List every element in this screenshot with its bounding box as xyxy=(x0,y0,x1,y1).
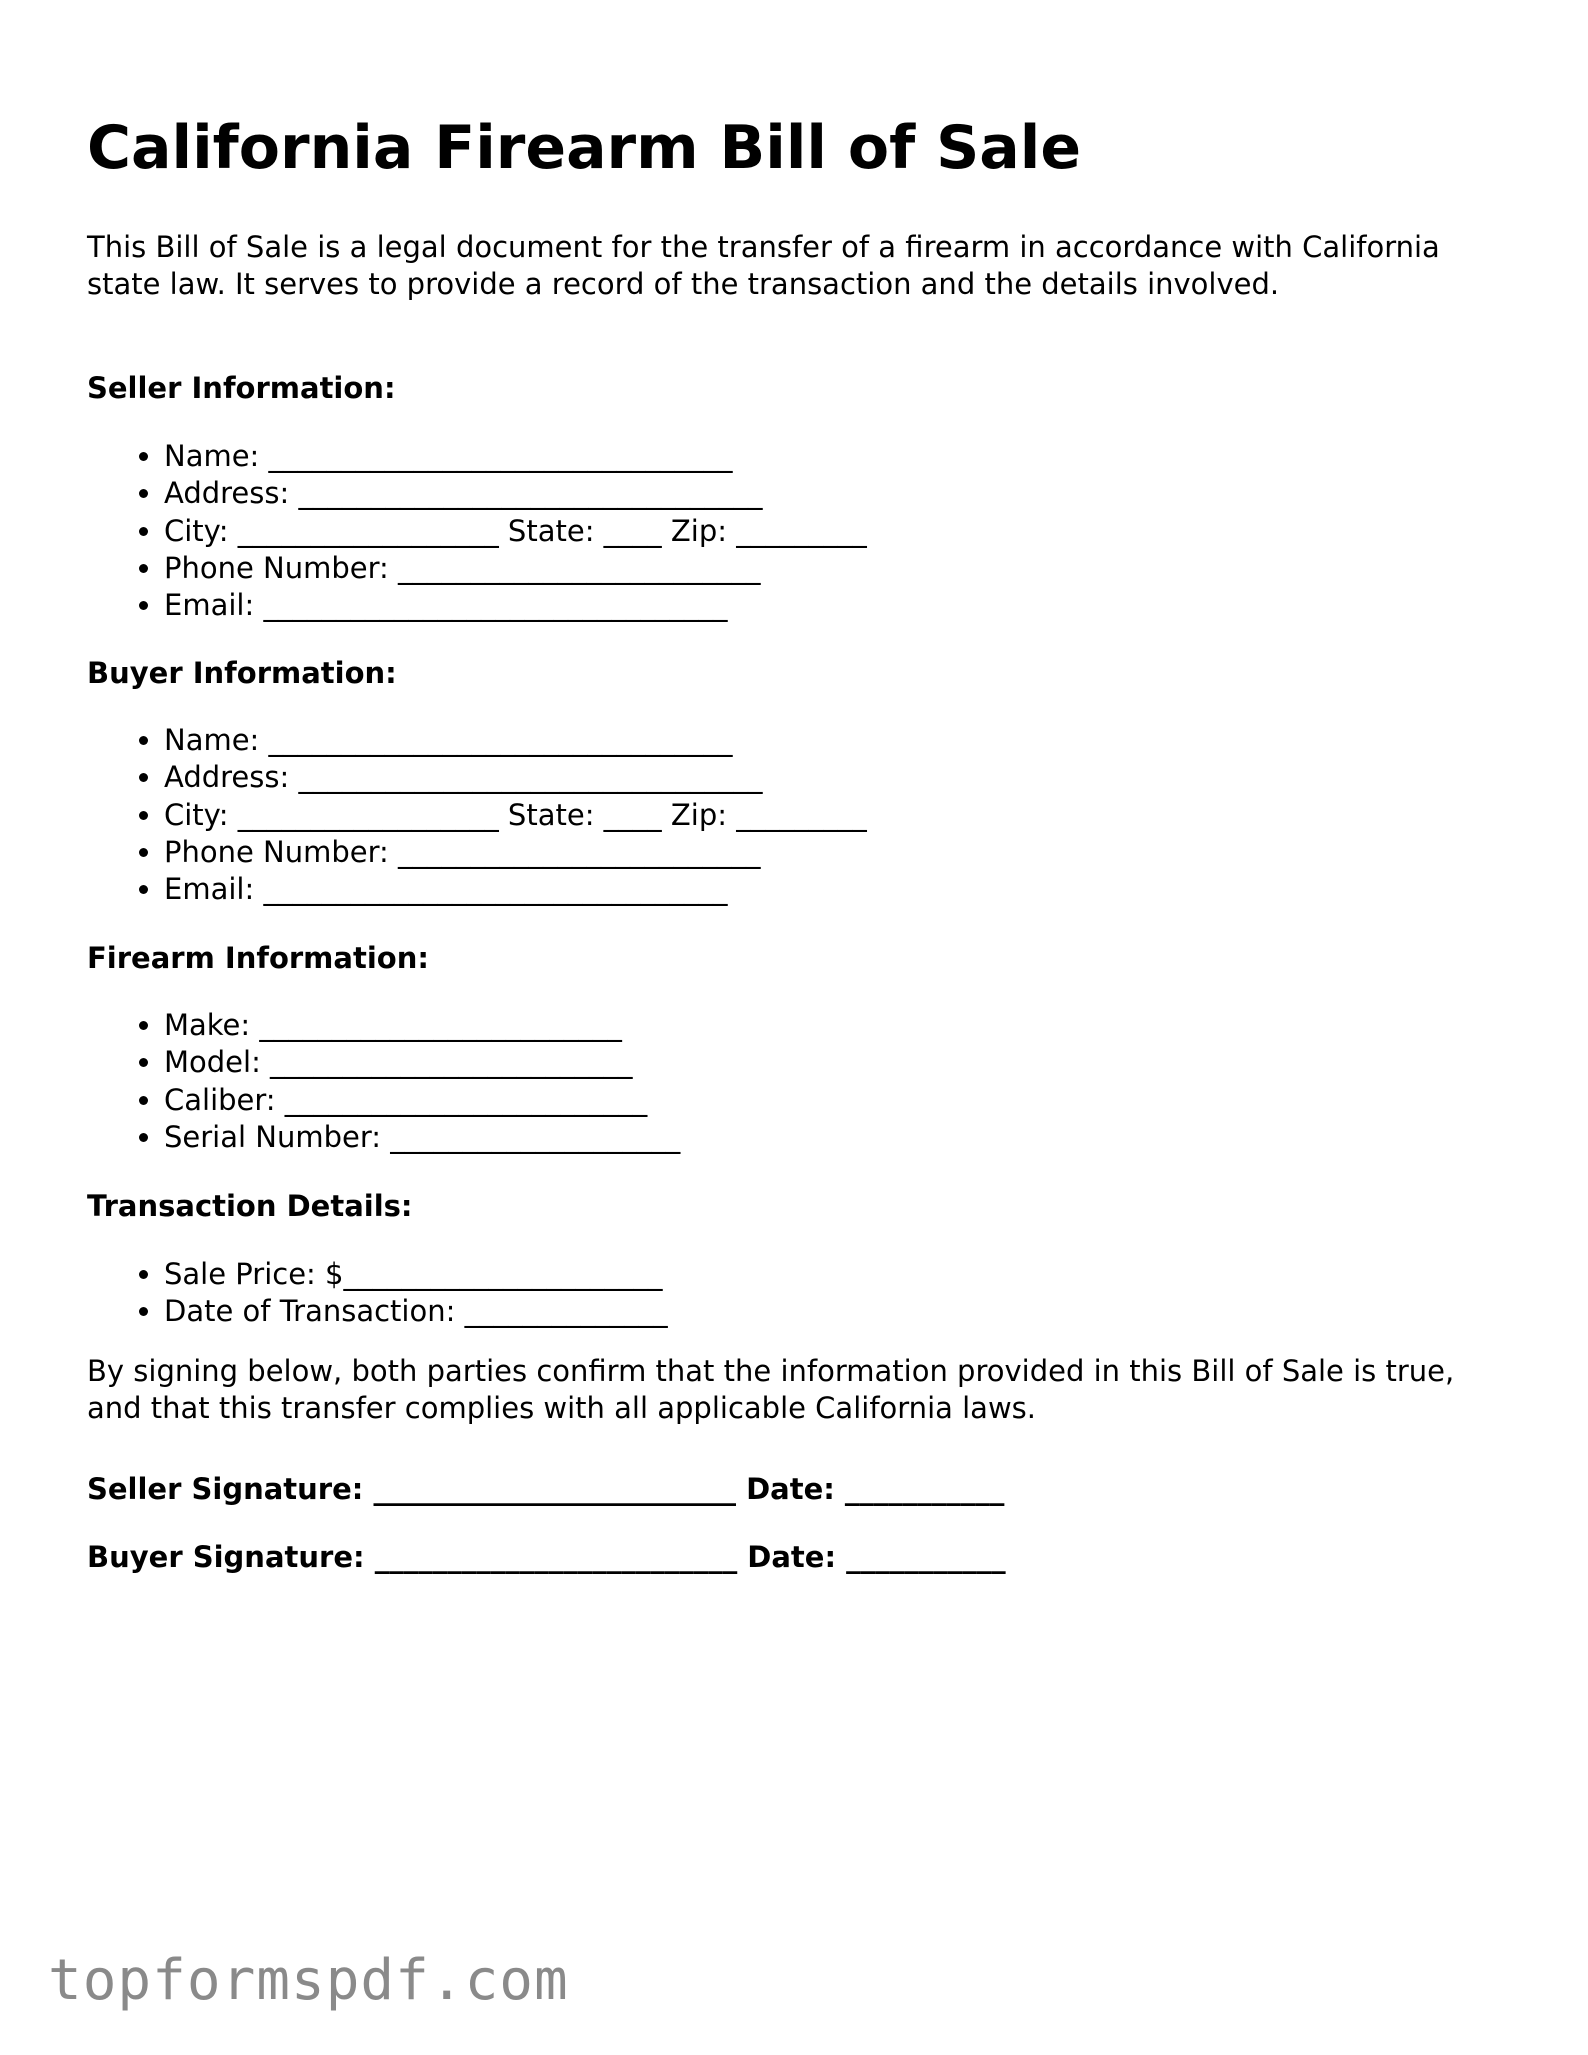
sale-price-field[interactable]: • Sale Price: $______________________ xyxy=(164,1256,668,1293)
buyer-address-field[interactable]: • Address: ________________________________ xyxy=(164,759,867,796)
seller-email-field[interactable]: • Email: ________________________________ xyxy=(164,587,867,624)
transaction-fields-list xyxy=(87,1256,668,1331)
buyer-city-state-zip-field[interactable]: • City: __________________ State: ____ Zip: _________ xyxy=(164,797,867,834)
watermark: topformspdf.com xyxy=(48,1948,569,2013)
transaction-date-field[interactable]: • Date of Transaction: ______________ xyxy=(164,1293,668,1330)
intro-paragraph: This Bill of Sale is a legal document for the transfer of a firearm in accordance with California state law. It serves to provide a record of the transaction and the details involved. xyxy=(87,230,1440,301)
seller-signature-line[interactable]: Seller Signature: _________________________ Date: ___________ xyxy=(87,1472,1005,1506)
buyer-name-field[interactable]: • Name: ________________________________ xyxy=(164,722,867,759)
seller-name-field[interactable]: • Name: ________________________________ xyxy=(164,438,867,475)
buyer-fields-list xyxy=(87,722,867,908)
buyer-signature-line[interactable]: Buyer Signature: _________________________ Date: ___________ xyxy=(87,1540,1006,1574)
buyer-heading: Buyer Information: xyxy=(87,656,397,690)
page-title: California Firearm Bill of Sale xyxy=(87,113,1082,183)
buyer-email-field[interactable]: • Email: ________________________________ xyxy=(164,871,867,908)
closing-statement: By signing below, both parties confirm that the information provided in this Bill of Sale is true, and that this transfer complies with all applicable California laws. xyxy=(87,1354,1455,1425)
firearm-model-field[interactable]: • Model: _________________________ xyxy=(164,1044,680,1081)
firearm-serial-number-field[interactable]: • Serial Number: ____________________ xyxy=(164,1119,680,1156)
firearm-heading: Firearm Information: xyxy=(87,941,429,975)
transaction-heading: Transaction Details: xyxy=(87,1189,413,1223)
firearm-caliber-field[interactable]: • Caliber: _________________________ xyxy=(164,1082,680,1119)
buyer-phone-field[interactable]: • Phone Number: _________________________ xyxy=(164,834,867,871)
firearm-fields-list xyxy=(87,1007,680,1156)
seller-heading: Seller Information: xyxy=(87,371,396,405)
seller-address-field[interactable]: • Address: ________________________________ xyxy=(164,475,867,512)
seller-fields-list xyxy=(87,438,867,624)
seller-city-state-zip-field[interactable]: • City: __________________ State: ____ Zip: _________ xyxy=(164,513,867,550)
firearm-make-field[interactable]: • Make: _________________________ xyxy=(164,1007,680,1044)
seller-phone-field[interactable]: • Phone Number: _________________________ xyxy=(164,550,867,587)
